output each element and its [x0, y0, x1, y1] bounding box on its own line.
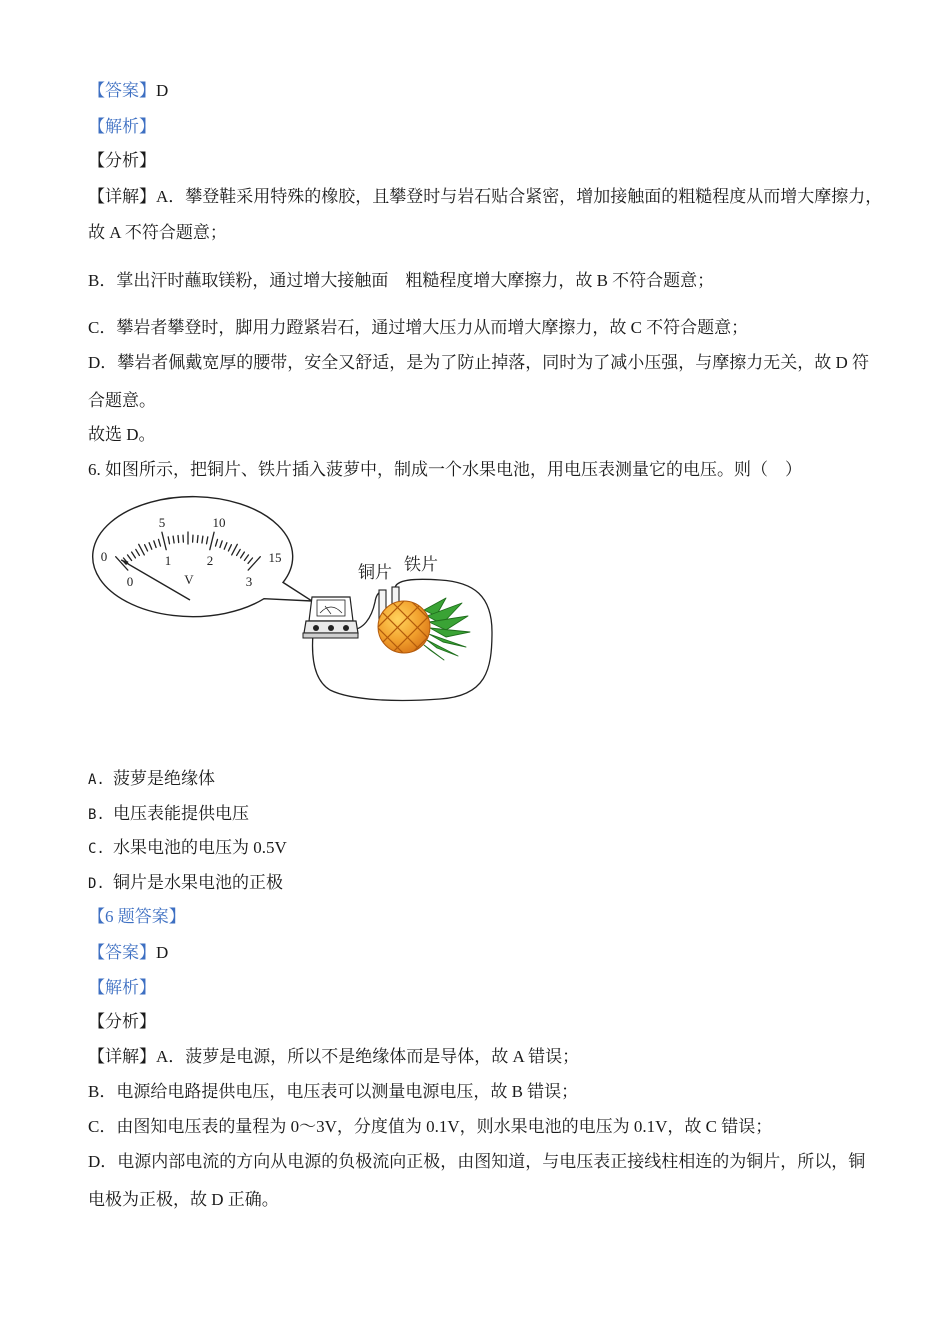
copper-label: 铜片 [358, 563, 392, 583]
option-a [88, 769, 215, 789]
iron-label: 铁片 [404, 555, 438, 575]
q5-detail-line: 【详解】A．攀登鞋采用特殊的橡胶，且攀登时与岩石贴合紧密，增加接触面的粗糙程度从而增大摩擦力， [88, 187, 883, 206]
answer-value: D [156, 943, 169, 962]
q6-detail-line: B．电源给电路提供电压，电压表可以测量电源电压，故 B 错误； [88, 1082, 579, 1101]
pineapple-leaves [424, 598, 470, 660]
voltmeter-icon [303, 597, 358, 638]
answer-value: D [156, 81, 169, 100]
option-text: 水果电池的电压为 0.5V [113, 838, 287, 857]
lower-scale-label: 2 [206, 553, 214, 568]
option-b [88, 804, 249, 824]
scale-tick [178, 536, 179, 543]
scale-tick [197, 536, 198, 543]
lower-scale-label: 1 [164, 553, 172, 568]
option-letter: B. [88, 807, 105, 823]
answer-tag: 【答案】 [88, 81, 156, 100]
lower-scale-label: 0 [126, 574, 134, 589]
q5-conclusion: 故选 D。 [88, 425, 156, 444]
answer-tag: 【答案】 [88, 943, 156, 962]
upper-scale-label: 0 [100, 549, 108, 564]
lower-scale-label: 3 [245, 574, 253, 589]
fruit-battery-figure [88, 490, 508, 730]
q5-fenxi-tag: 【分析】 [88, 151, 156, 170]
q5-answer-line [88, 81, 168, 101]
q6-analysis-tag: 【解析】 [88, 978, 156, 997]
option-d [88, 873, 283, 893]
q6-stem: 6. 如图所示，把铜片、铁片插入菠萝中，制成一个水果电池，用电压表测量它的电压。则（ ） [88, 460, 802, 479]
option-text: 电压表能提供电压 [113, 804, 249, 823]
upper-scale-label: 10 [212, 515, 226, 530]
q5-detail-line: 故 A 不符合题意； [88, 223, 227, 242]
upper-scale-label: 15 [268, 550, 282, 565]
upper-scale-label: 5 [158, 515, 166, 530]
unit-label: V [184, 572, 194, 587]
option-letter: A. [88, 772, 105, 788]
q5-detail-line: D．攀岩者佩戴宽厚的腰带，安全又舒适，是为了防止掉落，同时为了减小压强，与摩擦力无关，故 D 符 [88, 353, 870, 372]
option-text: 菠萝是绝缘体 [113, 769, 215, 788]
q5-detail-line: C．攀岩者攀登时，脚用力蹬紧岩石，通过增大压力从而增大摩擦力，故 C 不符合题意； [88, 318, 749, 337]
q6-detail-line: 电极为正极，故 D 正确。 [88, 1190, 279, 1209]
option-c [88, 838, 287, 858]
q5-detail-line: B．掌出汗时蘸取镁粉，通过增大接触面 粗糙程度增大摩擦力，故 B 不符合题意； [88, 271, 715, 290]
q6-answer-line [88, 943, 168, 963]
q5-detail-line: 合题意。 [88, 391, 156, 410]
q6-detail-line: D．电源内部电流的方向从电源的负极流向正极，由图知道，与电压表正接线柱相连的为铜片，所以，铜 [88, 1152, 866, 1171]
option-letter: D. [88, 876, 105, 892]
q6-answer-header: 【6 题答案】 [88, 907, 186, 926]
q6-detail-line: C．由图知电压表的量程为 0～3V，分度值为 0.1V，则水果电池的电压为 0.1V，故 C 错误； [88, 1117, 773, 1136]
q6-detail-line: 【详解】A．菠萝是电源，所以不是绝缘体而是导体，故 A 错误； [88, 1047, 580, 1066]
q6-fenxi-tag: 【分析】 [88, 1012, 156, 1031]
q5-analysis-tag: 【解析】 [88, 117, 156, 136]
option-letter: C. [88, 841, 105, 857]
option-text: 铜片是水果电池的正极 [113, 873, 283, 892]
